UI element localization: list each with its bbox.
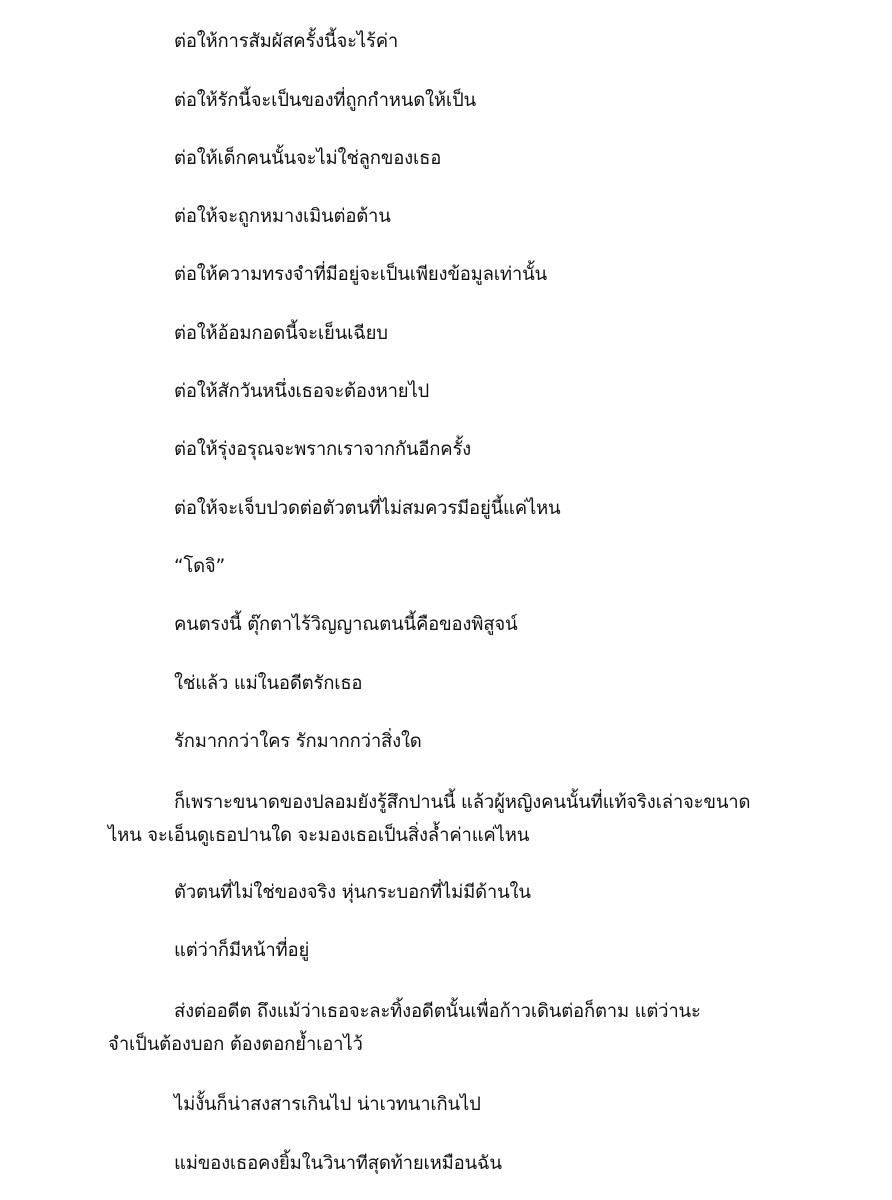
paragraph: ต่อให้ความทรงจำที่มีอยู่จะเป็นเพียงข้อมูลเท่านั้น xyxy=(174,264,548,285)
paragraph: คนตรงนี้ ตุ๊กตาไร้วิญญาณตนนี้คือของพิสูจน์ xyxy=(174,614,518,635)
paragraph-multiline xyxy=(108,786,808,852)
paragraph: แต่ว่าก็มีหน้าที่อยู่ xyxy=(174,940,310,961)
paragraph: ต่อให้เด็กคนนั้นจะไม่ใช่ลูกของเธอ xyxy=(174,148,442,169)
paragraph: ใช่แล้ว แม่ในอดีตรักเธอ xyxy=(174,673,363,694)
paragraph: ต่อให้รักนี้จะเป็นของที่ถูกกำหนดให้เป็น xyxy=(174,90,476,111)
paragraph: รักมากกว่าใคร รักมากกว่าสิ่งใด xyxy=(174,731,422,752)
paragraph-line: ส่งต่ออดีต ถึงแม้ว่าเธอจะละทิ้งอดีตนั้นเพื่อก้าวเดินต่อก็ตาม แต่ว่านะ xyxy=(174,1001,701,1022)
paragraph-line: ก็เพราะขนาดของปลอมยังรู้สึกปานนี้ แล้วผู้หญิงคนนั้นที่แท้จริงเล่าจะขนาด xyxy=(174,792,751,813)
paragraph: ต่อให้จะถูกหมางเมินต่อต้าน xyxy=(174,206,391,227)
paragraph: ตัวตนที่ไม่ใช่ของจริง หุ่นกระบอกที่ไม่มีด้านใน xyxy=(174,882,531,903)
paragraph: ต่อให้อ้อมกอดนี้จะเย็นเฉียบ xyxy=(174,323,388,344)
paragraph-line: ไหน จะเอ็นดูเธอปานใด จะมองเธอเป็นสิ่งล้ำค่าแค่ไหน xyxy=(108,825,530,846)
paragraph-line: จำเป็นต้องบอก ต้องตอกย้ำเอาไว้ xyxy=(108,1034,363,1055)
paragraph: แม่ของเธอคงยิ้มในวินาทีสุดท้ายเหมือนฉัน xyxy=(174,1153,502,1174)
paragraph: ต่อให้รุ่งอรุณจะพรากเราจากกันอีกครั้ง xyxy=(174,439,472,460)
paragraph: ต่อให้สักวันหนึ่งเธอจะต้องหายไป xyxy=(174,381,430,402)
paragraph: ต่อให้จะเจ็บปวดต่อตัวตนที่ไม่สมควรมีอยู่นี้แค่ไหน xyxy=(174,498,561,519)
paragraph-multiline xyxy=(108,995,808,1061)
paragraph: ต่อให้การสัมผัสครั้งนี้จะไร้ค่า xyxy=(174,31,399,52)
paragraph: ไม่งั้นก็น่าสงสารเกินไป น่าเวทนาเกินไป xyxy=(174,1094,481,1115)
quoted-dialogue: “โดจิ” xyxy=(174,556,225,577)
